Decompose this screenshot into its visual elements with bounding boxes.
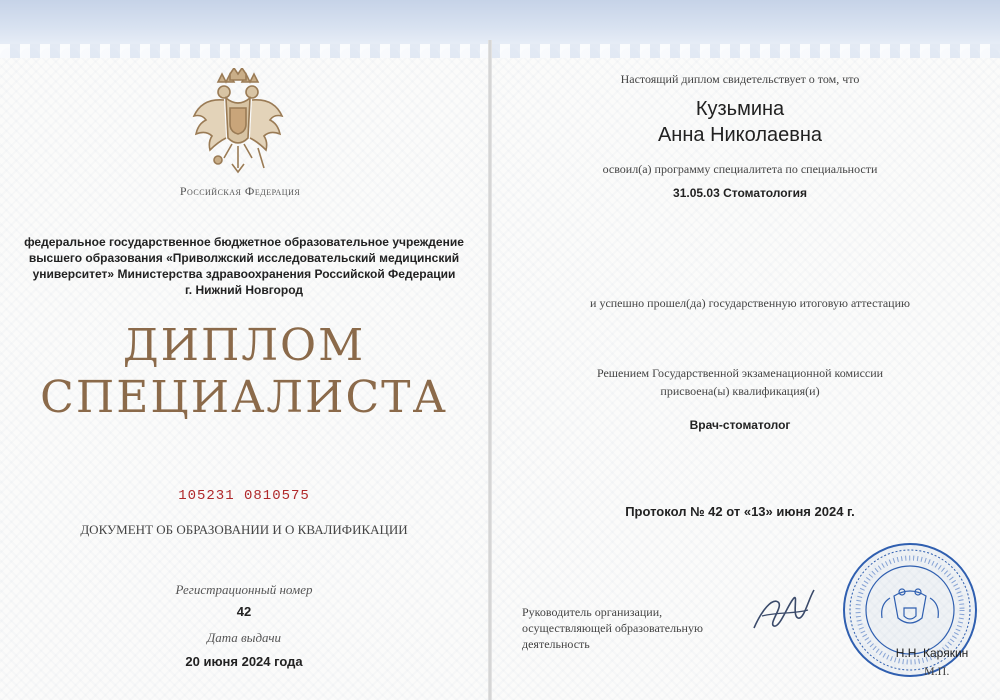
issue-date-label: Дата выдачи — [206, 630, 282, 645]
program-text: освоил(а) программу специалитета по специальности — [602, 162, 878, 176]
decision-text-line-2: присвоена(ы) квалификация(и) — [660, 384, 820, 398]
diploma-title-line-1: ДИПЛОМ — [122, 320, 366, 371]
graduate-given-names: Анна Николаевна — [657, 124, 823, 146]
signature-icon — [748, 580, 818, 640]
decision-text-line-1: Решением Государственной экзаменационной комиссии — [596, 366, 884, 380]
stamp-place-mark: М.П. — [924, 664, 950, 678]
institution-line-1: федеральное государственное бюджетное образовательное учреждение — [24, 235, 464, 249]
qualification-value: Врач-стоматолог — [689, 418, 791, 432]
certifies-text: Настоящий диплом свидетельствует о том, что — [620, 72, 860, 86]
attestation-text: и успешно прошел(да) государственную итоговую аттестацию — [590, 296, 910, 310]
institution-line-3: университет» Министерства здравоохранения Российской Федерации — [32, 267, 456, 281]
signatory-title — [522, 604, 742, 652]
signatory-name: Н.Н. Карякин — [895, 646, 969, 660]
coat-of-arms-emblem-icon — [188, 68, 288, 180]
institution-line-2: высшего образования «Приволжский исследовательский медицинский — [28, 251, 460, 265]
serial-number: 105231 0810575 — [178, 488, 310, 504]
signatory-title-line-1: Руководитель организации, — [522, 605, 663, 619]
signatory-title-line-2: осуществляющей образовательную — [522, 621, 703, 635]
signatory-title-line-3: деятельность — [522, 637, 590, 651]
diploma-title-line-2: СПЕЦИАЛИСТА — [40, 372, 448, 423]
registration-number-value: 42 — [236, 604, 252, 619]
graduate-surname: Кузьмина — [695, 98, 785, 120]
specialty-value: 31.05.03 Стоматология — [673, 186, 807, 200]
country-name: Российская Федерация — [179, 184, 301, 198]
registration-number-label: Регистрационный номер — [175, 582, 313, 597]
institution-city: г. Нижний Новгород — [184, 283, 303, 297]
page-fold — [488, 40, 492, 700]
protocol-text: Протокол № 42 от «13» июня 2024 г. — [625, 504, 855, 519]
document-type: ДОКУМЕНТ ОБ ОБРАЗОВАНИИ И О КВАЛИФИКАЦИИ — [80, 522, 408, 537]
issue-date-value: 20 июня 2024 года — [185, 654, 303, 669]
decorative-top-border — [0, 0, 1000, 58]
